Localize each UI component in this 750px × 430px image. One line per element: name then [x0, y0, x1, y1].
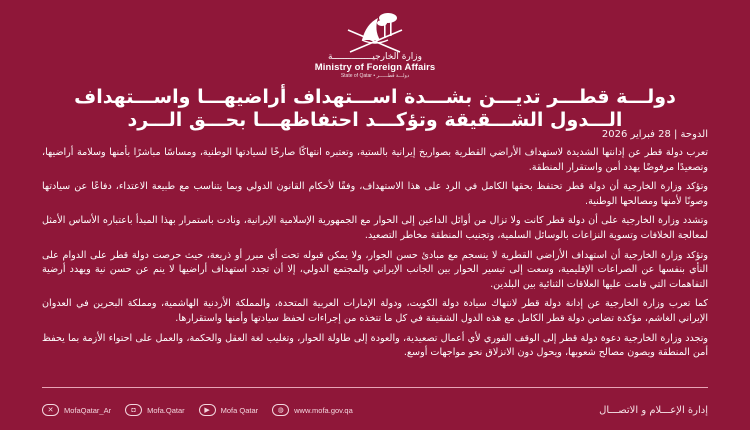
title-line-2: الـــدول الشـــقيقة وتؤكـــد احتفاظهـــا بحـــق الـــرد: [127, 109, 623, 131]
footer-divider: [42, 387, 708, 388]
department-name: إدارة الإعـــلام و الاتصـــال: [599, 404, 708, 416]
paragraph: كما تعرب وزارة الخارجية عن إدانة دولة قطر لانتهاك سيادة دولة الكويت، ودولة الإمارات العربية المتحدة، والمملكة الأردنية الهاشمية، ومملكة البحرين في العدوان الإيراني الغاشم، مؤكدة تضامن دولة قطر الكامل مع هذه الدول الشقيقة في كل ما تتخذه من إجراءات لحفظ سيادتها وأمنها واستقرارها.: [42, 298, 708, 324]
globe-icon: ◍: [272, 404, 289, 416]
footer: [42, 400, 708, 420]
social-website[interactable]: [272, 404, 353, 416]
social-youtube[interactable]: [199, 404, 259, 416]
qatar-emblem-icon: [340, 4, 410, 54]
paragraph: وتجدد وزارة الخارجية دعوة دولة قطر إلى الوقف الفوري لأي أعمال تصعيدية، والعودة إلى طاولة الحوار، وتغليب لغة العقل والحكمة، والعمل على احتواء الأزمة بما يحفظ أمن المنطقة ويصون مصالح شعوبها، ويحول دون الانزلاق نحو مواجهات أوسع.: [42, 332, 708, 359]
youtube-icon: ▶: [199, 404, 216, 416]
social-x[interactable]: [42, 404, 111, 416]
paragraph: وتؤكد وزارة الخارجية أن دولة قطر تحتفظ بحقها الكامل في الرد على هذا الاستهداف، وفقًا لأحكام القانون الدولي وبما يتناسب مع طبيعة الاعتداء، دفاعًا عن سيادتها وصونًا لأمنها ومصالحها الوطنية.: [42, 181, 708, 207]
x-icon: ✕: [42, 404, 59, 416]
logo-state-name: State of Qatar • دولـــة قطــــــر: [340, 73, 410, 79]
dateline: الدوحة | 28 فبراير 2026: [601, 129, 708, 140]
logo-english-name: Ministry of Foreign Affairs: [314, 62, 436, 73]
paragraph: وتشدد وزارة الخارجية على أن دولة قطر كانت ولا تزال من أوائل الداعين إلى الحوار مع الجمهورية الإسلامية الإيرانية، ونادت باستمرار بهذا المبدأ باعتباره الأساس الأمثل لمعالجة الخلافات وتسوية النزاعات بالوسائل السلمية، وتجنيب المنطقة مخاطر التصعيد.: [42, 215, 708, 241]
title-line-1: دولـــة قطـــر تديـــن بشـــدة اســـتهداف أراضيهـــا واســـتهداف: [74, 86, 676, 108]
social-label: Mofa Qatar: [220, 405, 259, 415]
paragraph: تعرب دولة قطر عن إدانتها الشديدة لاستهداف الأراضي القطرية بصواريخ إيرانية بالستية، وتعتبره انتهاكًا صارخًا لسيادتها الوطنية، ومساسًا مباشرًا بأمنها وسلامة أراضيها، وتصعيدًا مرفوضًا يهدد أمن واستقرار المنطقة.: [42, 147, 708, 173]
social-links: [42, 404, 353, 416]
social-instagram[interactable]: [125, 404, 185, 416]
logo-arabic-name: وزارة الخارجيـــــــــــــــة: [328, 52, 422, 62]
social-label: Mofa.Qatar: [147, 405, 185, 415]
social-label: www.mofa.gov.qa: [294, 405, 353, 415]
ministry-logo: [0, 4, 750, 80]
statement-title: [30, 86, 720, 132]
instagram-icon: ◘: [125, 404, 142, 416]
social-label: MofaQatar_Ar: [64, 405, 112, 415]
paragraph: وتؤكد وزارة الخارجية أن استهداف الأراضي القطرية لا ينسجم مع مبادئ حسن الجوار، ولا يمكن قبوله تحت أي مبرر أو ذريعة، حيث حرصت دولة قطر على الدوام على النأي بنفسها عن الصراعات الإقليمية، وسعت إلى تيسير الحوار بين الجانب الإيراني والمجتمع الدولي، إلا أن تجدد استهداف أراضيها لا ينم عن حسن نية ويهدد أرضية التفاهمات التي قامت عليها العلاقات الثنائية بين البلدين.: [42, 249, 708, 290]
statement-body: [42, 146, 708, 366]
